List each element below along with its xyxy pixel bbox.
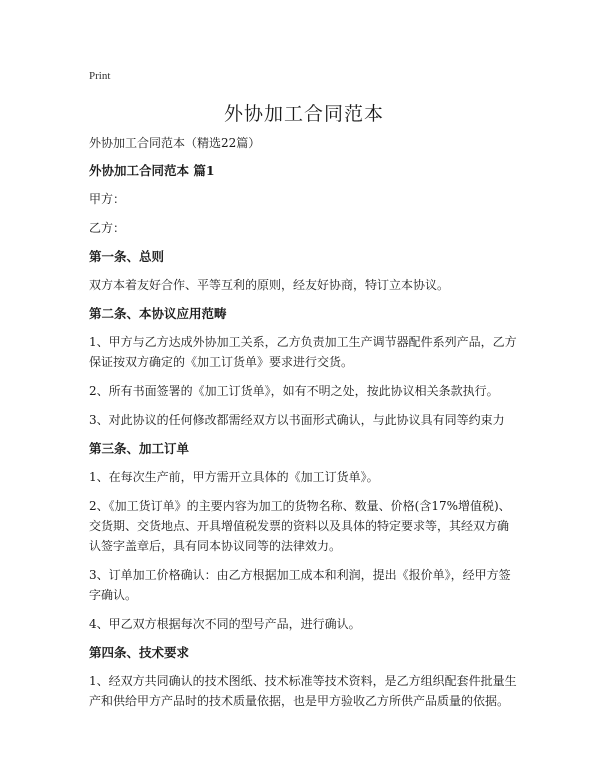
document-title: 外协加工合同范本 bbox=[223, 103, 384, 125]
article-4-item: 1、经双方共同确认的技术图纸、技术标准等技术资料，是乙方组织配套件批量生产和供给甲方产品时的技术质量依据，也是甲方验收乙方所供产品质量的依据。 bbox=[89, 674, 517, 708]
article-3-heading: 第三条、加工订单 bbox=[89, 441, 190, 456]
party-a-line: 甲方： bbox=[89, 192, 126, 206]
print-link[interactable]: Print bbox=[89, 70, 111, 82]
article-3-item: 3、订单加工价格确认：由乙方根据加工成本和利润，提出《报价单》，经甲方签字确认。 bbox=[89, 568, 511, 602]
article-3-item: 4、甲乙双方根据每次不同的型号产品，进行确认。 bbox=[89, 617, 361, 631]
article-1-text: 双方本着友好合作、平等互利的原则，经友好协商，特订立本协议。 bbox=[89, 278, 450, 292]
party-b-line: 乙方： bbox=[89, 221, 126, 235]
article-4-heading: 第四条、技术要求 bbox=[89, 645, 190, 660]
article-2-item: 1、甲方与乙方达成外协加工关系，乙方负责加工生产调节器配件系列产品，乙方保证按双方确定的《加工订货单》要求进行交货。 bbox=[89, 335, 517, 369]
document-subtitle: 外协加工合同范本（精选22篇） bbox=[89, 136, 261, 150]
article-1-heading: 第一条、总则 bbox=[89, 249, 165, 264]
article-2-item: 2、所有书面签署的《加工订货单》，如有不明之处，按此协议相关条款执行。 bbox=[89, 384, 499, 398]
article-3-item: 1、在每次生产前，甲方需开立具体的《加工订货单》。 bbox=[89, 470, 379, 484]
article-2-heading: 第二条、本协议应用范畴 bbox=[89, 306, 227, 321]
article-3-item: 2、《加工货订单》的主要内容为加工的货物名称、数量、价格(含17%增值税)、交货期、交货地点、开具增值税发票的资料以及具体的特定要求等，其经双方确认签字盖章后，具有同本协议同等的法律效力。 bbox=[89, 499, 511, 553]
section-heading: 外协加工合同范本 篇1 bbox=[89, 163, 215, 178]
article-2-item: 3、对此协议的任何修改都需经双方以书面形式确认，与此协议具有同等约束力 bbox=[89, 413, 505, 427]
document-body bbox=[89, 133, 519, 711]
